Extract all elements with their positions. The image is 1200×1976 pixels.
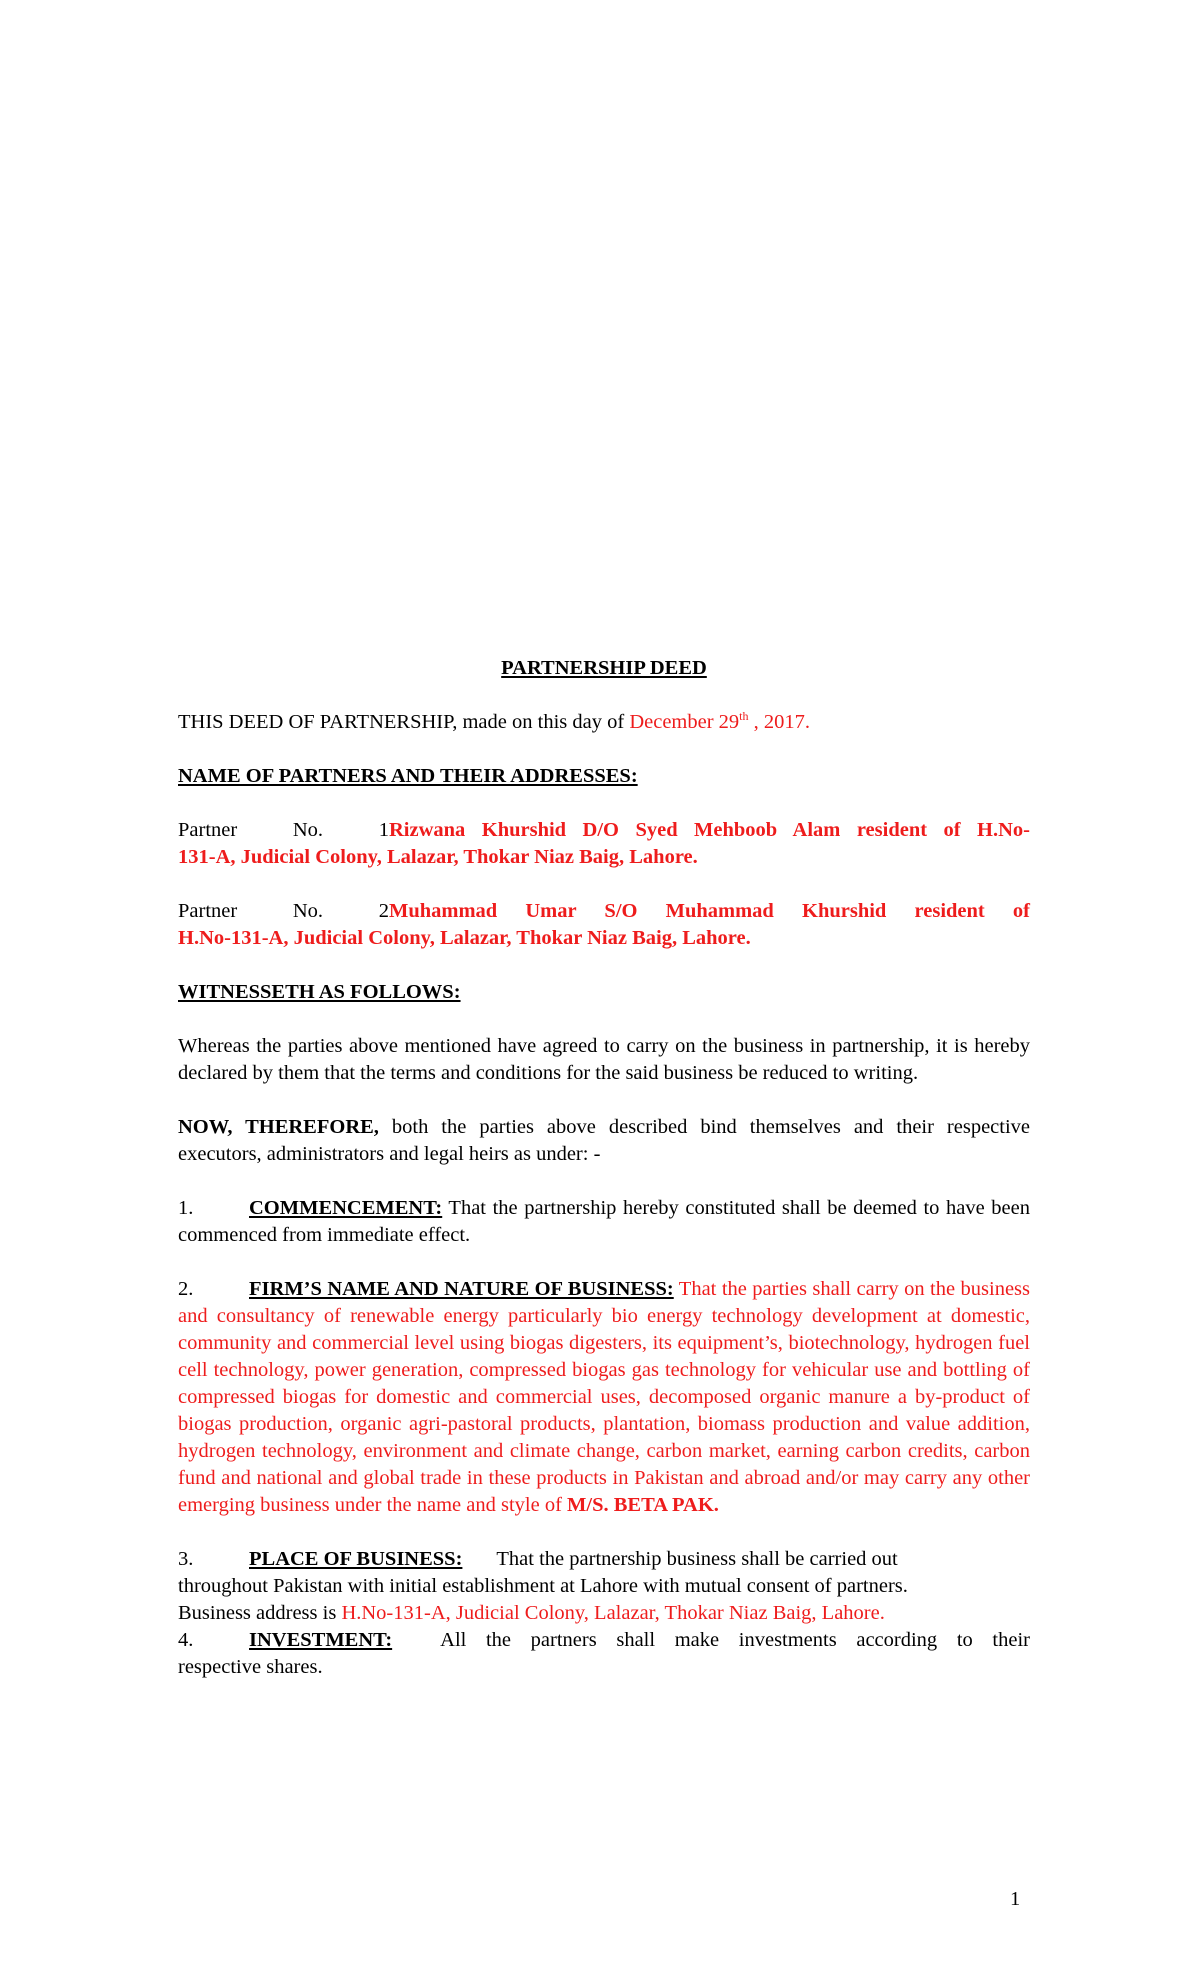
- partner-2-line1: [178, 898, 1030, 925]
- partners-heading: NAME OF PARTNERS AND THEIR ADDRESSES:: [178, 765, 638, 787]
- clause-3-heading: PLACE OF BUSINESS:: [249, 1548, 463, 1570]
- intro-paragraph: THIS DEED OF PARTNERSHIP, made on this day of December 29th , 2017.: [178, 709, 811, 733]
- clause-1-heading: COMMENCEMENT:: [249, 1197, 443, 1219]
- partner-1-label: Partner No. 1: [178, 819, 389, 841]
- clause-1: 1. COMMENCEMENT: That the partnership hereby constituted shall be deemed to have been commenced from immediate effect.: [178, 1197, 1030, 1246]
- partner-1-name: Rizwana Khurshid D/O Syed Mehboob Alam resident of H.No-: [389, 819, 1030, 841]
- clause-3-address: Business address is H.No-131-A, Judicial Colony, Lalazar, Thokar Niaz Baig, Lahore.: [178, 1602, 885, 1624]
- business-address: H.No-131-A, Judicial Colony, Lalazar, Thokar Niaz Baig, Lahore.: [341, 1602, 885, 1624]
- witnesseth-heading: WITNESSETH AS FOLLOWS:: [178, 981, 461, 1003]
- partner-1-address: 131-A, Judicial Colony, Lalazar, Thokar Niaz Baig, Lahore.: [178, 846, 698, 868]
- clause-2: 2. FIRM’S NAME AND NATURE OF BUSINESS: That the parties shall carry on the business and consultancy of renewable energy particularly bio energy technology development at domestic, community and commercial level using biogas digesters, its equipment’s, biotechnology, hydrogen fuel cell technology, power generation, compressed biogas gas technology for vehicular use and bottling of compressed biogas for domestic and commercial uses, decomposed organic manure a by-product of biogas production, organic agri-pastoral products, plantation, biomass production and value addition, hydrogen technology, environment and climate change, carbon market, earning carbon credits, carbon fund and national and global trade in these products in Pakistan and abroad and/or may carry any other emerging business under the name and style of M/S. BETA PAK.: [178, 1278, 1030, 1516]
- clause-4: 4. INVESTMENT: All the partners shall make investments according to their: [178, 1629, 1030, 1651]
- document-title: PARTNERSHIP DEED: [501, 657, 707, 679]
- clause-4-heading: INVESTMENT:: [249, 1629, 393, 1651]
- whereas-paragraph: Whereas the parties above mentioned have agreed to carry on the business in partnership, it is hereby declared by them that the terms and conditions for the said business be reduced to writing.: [178, 1035, 1030, 1084]
- clause-3-line2: throughout Pakistan with initial establishment at Lahore with mutual consent of partners.: [178, 1575, 908, 1597]
- partner-2-address: H.No-131-A, Judicial Colony, Lalazar, Thokar Niaz Baig, Lahore.: [178, 927, 751, 949]
- firm-name: M/S. BETA PAK.: [567, 1494, 719, 1516]
- clause-2-heading: FIRM’S NAME AND NATURE OF BUSINESS:: [249, 1278, 674, 1300]
- partner-2-name: Muhammad Umar S/O Muhammad Khurshid resident of: [389, 900, 1030, 922]
- page-number: 1: [1010, 1888, 1021, 1910]
- deed-date: December 29th , 2017.: [629, 709, 811, 733]
- partner-1-line1: [178, 817, 1030, 844]
- clause-4-text-start: All the partners shall make investments according to their: [440, 1629, 1030, 1651]
- document-body: [178, 655, 1030, 1681]
- clause-4-line2: respective shares.: [178, 1656, 323, 1678]
- partner-2-label: Partner No. 2: [178, 900, 389, 922]
- clause-3: 3. PLACE OF BUSINESS: That the partnership business shall be carried out: [178, 1548, 898, 1570]
- now-therefore-paragraph: NOW, THEREFORE, both the parties above described bind themselves and their respective executors, administrators and legal heirs as under: -: [178, 1116, 1031, 1165]
